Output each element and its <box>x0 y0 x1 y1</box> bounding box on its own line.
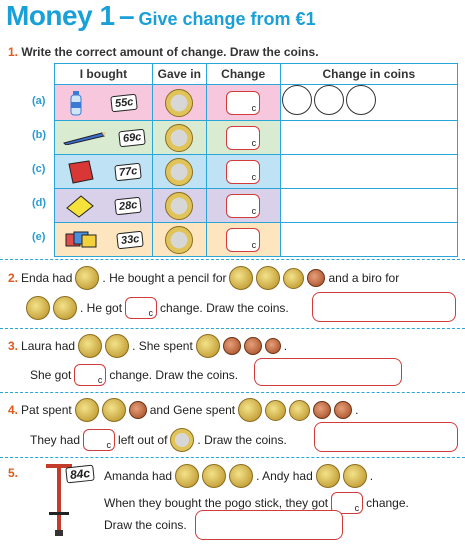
question-5-line-3: Draw the coins. <box>104 518 187 532</box>
coin-circle[interactable] <box>282 85 312 115</box>
price-tag: 33c <box>116 230 144 249</box>
pencil-icon <box>62 131 106 145</box>
divider <box>0 328 465 329</box>
table-row <box>55 85 458 121</box>
table-row <box>55 121 458 155</box>
coin-20c-icon <box>196 334 220 358</box>
item-cell <box>55 85 153 121</box>
coin-circle[interactable] <box>346 85 376 115</box>
gave-in-cell <box>152 223 206 257</box>
divider <box>0 392 465 393</box>
coins-cell[interactable] <box>280 155 457 189</box>
coins-cell[interactable] <box>280 223 457 257</box>
euro-coin-icon <box>165 89 193 117</box>
change-input[interactable]: c <box>226 228 260 252</box>
question-5-number: 5. <box>8 466 19 480</box>
coin-20c-icon <box>238 398 262 422</box>
coin-circle[interactable] <box>314 85 344 115</box>
coin-20c-icon <box>75 398 99 422</box>
page-title <box>6 0 316 32</box>
change-input[interactable]: c <box>125 297 157 319</box>
item-cell <box>55 189 153 223</box>
change-input[interactable]: c <box>226 160 260 184</box>
water-bottle-icon <box>69 90 83 116</box>
coin-5c-icon <box>223 337 241 355</box>
gave-in-cell <box>152 85 206 121</box>
title-sub: Give change from €1 <box>138 9 316 29</box>
table-row <box>55 189 458 223</box>
coin-20c-icon <box>229 266 253 290</box>
change-cell <box>206 223 280 257</box>
coin-20c-icon <box>78 334 102 358</box>
change-input[interactable]: c <box>226 126 260 150</box>
coin-20c-icon <box>256 266 280 290</box>
question-3-line-2: She got c change. Draw the coins. <box>30 364 238 386</box>
title-main: Money 1 <box>6 0 115 31</box>
question-number: 1. <box>8 45 19 59</box>
coin-20c-icon <box>75 266 99 290</box>
change-table <box>54 63 458 257</box>
coin-20c-icon <box>26 296 50 320</box>
coin-5c-icon <box>244 337 262 355</box>
coin-10c-icon <box>283 268 304 289</box>
change-cell <box>206 121 280 155</box>
coin-20c-icon <box>105 334 129 358</box>
header-i-bought: I bought <box>55 64 153 85</box>
table-row <box>55 155 458 189</box>
euro-coin-icon <box>170 428 194 452</box>
coins-cell[interactable] <box>280 121 457 155</box>
change-input[interactable]: c <box>74 364 106 386</box>
question-4-line-1: 4. Pat spent and Gene spent . <box>8 398 358 422</box>
question-4-line-2: They had c left out of . Draw the coins. <box>30 428 287 452</box>
answer-box[interactable] <box>312 292 456 322</box>
question-3-line-1: 3. Laura had . She spent . <box>8 334 287 358</box>
coin-5c-icon <box>313 401 331 419</box>
table-row <box>55 223 458 257</box>
question-text: Write the correct amount of change. Draw the coins. <box>21 45 319 59</box>
header-change-in-coins: Change in coins <box>280 64 457 85</box>
gave-in-cell <box>152 155 206 189</box>
coins-cell[interactable] <box>280 189 457 223</box>
question-2-line-2: . He got c change. Draw the coins. <box>26 296 289 320</box>
price-tag: 84c <box>65 465 95 484</box>
change-input[interactable]: c <box>226 91 260 115</box>
coin-20c-icon <box>316 464 340 488</box>
coin-20c-icon <box>202 464 226 488</box>
coin-20c-icon <box>343 464 367 488</box>
coin-5c-icon <box>307 269 325 287</box>
question-1-prompt <box>8 45 319 59</box>
title-dash: – <box>118 0 135 31</box>
euro-coin-icon <box>165 192 193 220</box>
item-cell <box>55 223 153 257</box>
change-input[interactable]: c <box>226 194 260 218</box>
answer-box[interactable] <box>195 510 343 540</box>
gave-in-cell <box>152 121 206 155</box>
row-label: (e) <box>32 231 46 243</box>
row-label: (b) <box>32 129 47 141</box>
table-header-row <box>55 64 458 85</box>
answer-box[interactable] <box>254 358 402 386</box>
coins-cell[interactable] <box>280 85 457 121</box>
euro-coin-icon <box>165 124 193 152</box>
price-tag: 69c <box>118 128 146 147</box>
change-cell <box>206 155 280 189</box>
row-label: (d) <box>32 197 47 209</box>
item-cell <box>55 121 153 155</box>
euro-coin-icon <box>165 158 193 186</box>
notebook-icon <box>65 194 95 218</box>
euro-coin-icon <box>165 226 193 254</box>
gave-in-cell <box>152 189 206 223</box>
question-2-line-1: 2. Enda had . He bought a pencil for and a biro for <box>8 266 399 290</box>
question-5-line-2: When they bought the pogo stick, they got c change. <box>104 492 409 514</box>
coin-5c-icon <box>129 401 147 419</box>
change-input[interactable]: c <box>331 492 363 514</box>
change-cell <box>206 85 280 121</box>
coin-10c-icon <box>265 400 286 421</box>
comics-icon <box>64 230 100 250</box>
book-icon <box>65 160 95 184</box>
divider <box>0 259 465 260</box>
answer-box[interactable] <box>314 422 458 452</box>
price-tag: 55c <box>111 93 139 112</box>
price-tag: 28c <box>115 196 143 215</box>
price-tag: 77c <box>115 162 143 181</box>
divider <box>0 457 465 458</box>
change-cell <box>206 189 280 223</box>
item-cell <box>55 155 153 189</box>
header-gave-in: Gave in <box>152 64 206 85</box>
change-input[interactable]: c <box>83 429 115 451</box>
coin-20c-icon <box>175 464 199 488</box>
row-label: (a) <box>32 95 46 107</box>
coin-2c-icon <box>265 338 281 354</box>
question-5-line-1: Amanda had . Andy had . <box>104 464 373 488</box>
coin-5c-icon <box>334 401 352 419</box>
coin-20c-icon <box>102 398 126 422</box>
coin-10c-icon <box>289 400 310 421</box>
coin-20c-icon <box>53 296 77 320</box>
coin-20c-icon <box>229 464 253 488</box>
header-change: Change <box>206 64 280 85</box>
row-label: (c) <box>32 163 46 175</box>
